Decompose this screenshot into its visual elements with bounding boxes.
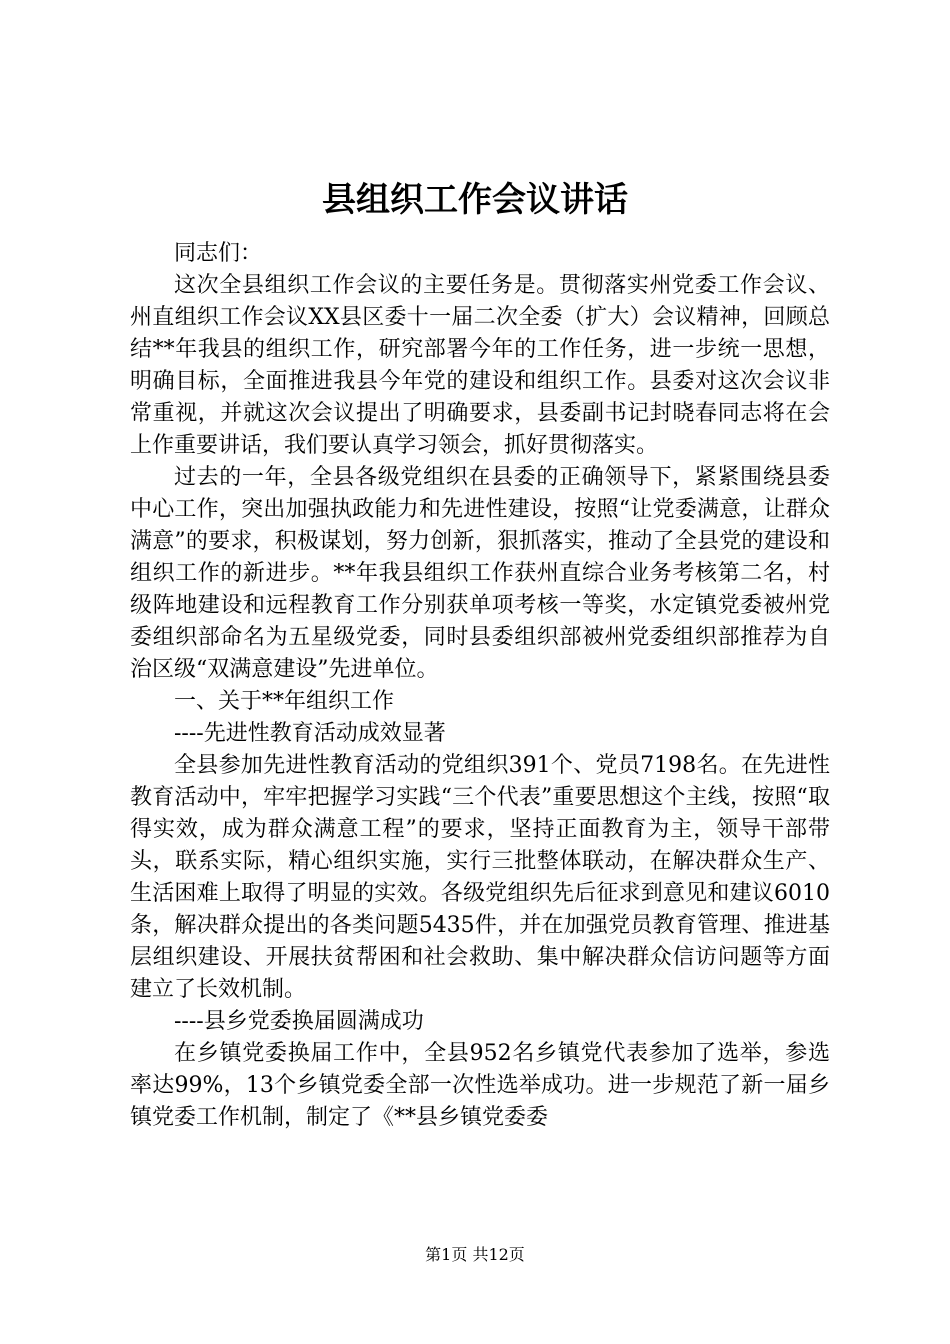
subsection-heading: ----县乡党委换届圆满成功 — [174, 1009, 424, 1034]
salutation: 同志们： — [174, 241, 263, 266]
page-footer: 第1页 共12页 — [425, 1245, 525, 1264]
body-paragraph: 这次全县组织工作会议的主要任务是。贯彻落实州党委工作会议、州直组织工作会议XX县区委十一届二次全委（扩大）会议精神，回顾总结**年我县的组织工作，研究部署今年的工作任务，进一步统一思想，明确目标，全面推进我县今年党的建设和组织工作。县委对这次会议非常重视，并就这次会议提出了明确要求，县委副书记封晓春同志将在会上作重要讲话，我们要认真学习领会，抓好贯彻落实。 — [130, 273, 830, 458]
section-heading: 一、关于**年组织工作 — [174, 689, 395, 714]
body-paragraph: 过去的一年，全县各级党组织在县委的正确领导下，紧紧围绕县委中心工作，突出加强执政能力和先进性建设，按照“让党委满意，让群众满意”的要求，积极谋划，努力创新，狠抓落实，推动了全县党的建设和组织工作的新进步。**年我县组织工作获州直综合业务考核第二名，村级阵地建设和远程教育工作分别获单项考核一等奖，水定镇党委被州党委组织部命名为五星级党委，同时县委组织部被州党委组织部推荐为自治区级“双满意建设”先进单位。 — [130, 465, 830, 682]
document-body — [130, 238, 830, 1134]
document-title: 县组织工作会议讲话 — [322, 180, 628, 220]
subsection-heading: ----先进性教育活动成效显著 — [174, 721, 446, 746]
body-paragraph: 在乡镇党委换届工作中，全县952名乡镇党代表参加了选举，参选率达99%，13个乡镇党委全部一次性选举成功。进一步规范了新一届乡镇党委工作机制，制定了《**县乡镇党委委 — [130, 1041, 830, 1130]
body-paragraph: 全县参加先进性教育活动的党组织391个、党员7198名。在先进性教育活动中，牢牢把握学习实践“三个代表”重要思想这个主线，按照“取得实效，成为群众满意工程”的要求，坚持正面教育为主，领导干部带头，联系实际，精心组织实施，实行三批整体联动，在解决群众生产、生活困难上取得了明显的实效。各级党组织先后征求到意见和建议6010条，解决群众提出的各类问题5435件，并在加强党员教育管理、推进基层组织建设、开展扶贫帮困和社会救助、集中解决群众信访问题等方面建立了长效机制。 — [130, 753, 830, 1002]
